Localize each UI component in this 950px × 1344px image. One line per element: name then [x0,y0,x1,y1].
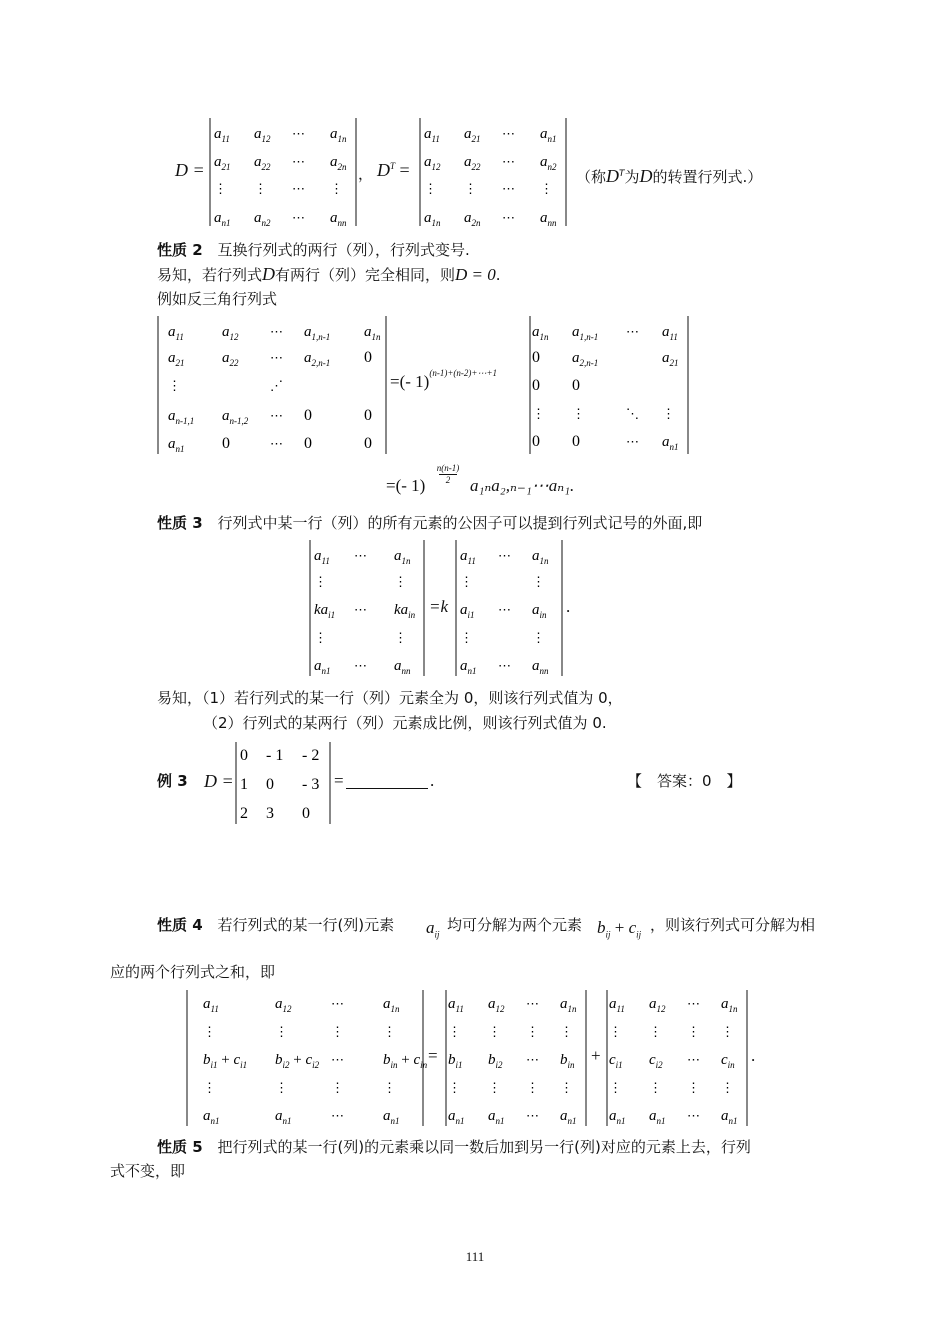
det-entry: $b_{i2} + c_{i2}$ [275,1052,320,1070]
property-4-end: ，则该行列式可分解为相 [650,916,816,934]
det-entry: $a_{12}$ [488,996,505,1014]
det-entry: ⋯ [270,350,283,365]
det-entry: 0 [266,776,274,793]
det-entry: ⋮ [488,1024,501,1039]
prop3-corollary-2: （2）行列式的某两行（列）元素成比例，则该行列式值为 0. [203,714,607,732]
det-entry: $a_{n1}$ [662,434,679,452]
property-4-mid: 均可分解为两个元素 [447,916,583,934]
det-entry: $a_{1n}$ [330,126,347,144]
example-3-dot: . [430,771,435,790]
det-entry: $ka_{in}$ [394,602,416,620]
det-entry: ⋮ [609,1080,622,1095]
det-entry: ⋮ [424,181,437,196]
det-entry: $a_{2n}$ [464,210,481,228]
property-3: 性质 3 行列式中某一行（列）的所有元素的公因子可以提到行列式记号的外面,即 [157,514,703,532]
bij-plus-cij: $b_{ij} + c_{ij}$ [597,918,642,940]
det-entry: ⋯ [687,1052,700,1067]
det-entry: $a_{1n}$ [532,324,549,342]
det-entry: ⋮ [460,630,473,645]
det-entry: $c_{i1}$ [609,1052,623,1070]
det-entry: ⋯ [502,126,515,141]
det-entry: $a_{11}$ [662,324,678,342]
det-entry: 0 [532,433,540,450]
det-entry: $a_{1n}$ [532,548,549,566]
det-entry: $a_{12}$ [275,996,292,1014]
prop4-det-1 [185,988,428,1128]
det-entry: ⋮ [214,181,227,196]
det-entry: ⋮ [448,1024,461,1039]
det-entry: $a_{12}$ [254,126,271,144]
prop3-dot: . [566,597,571,616]
det-entry: $a_{1n}$ [364,324,381,342]
det-entry: ⋯ [526,1108,539,1123]
det-entry: ⋯ [292,210,305,225]
det-entry: $a_{n1}$ [460,658,477,676]
det-entry: ⋮ [394,574,407,589]
property-5: 性质 5 把行列式的某一行(列)的元素乘以同一数后加到另一行(列)对应的元素上去，行列 [157,1138,751,1156]
det-entry: $a_{11}$ [448,996,464,1014]
det-entry: ⋮ [275,1080,288,1095]
det-entry: ⋮ [540,181,553,196]
prop4-eq: = [428,1046,438,1065]
det-entry: $a_{12}$ [424,154,441,172]
det-entry: ⋯ [354,658,367,673]
det-entry: $a_{n1}$ [275,1108,292,1126]
det-entry: $a_{n1}$ [560,1108,577,1126]
page-number: 111 [465,1249,485,1264]
det-entry: ⋯ [331,996,344,1011]
det-entry: ⋰ [270,378,283,393]
det-entry: $a_{22}$ [222,350,239,368]
prop4-det-3 [605,988,749,1128]
det-entry: $a_{n2}$ [254,210,271,228]
det-entry: ⋮ [330,181,343,196]
det-entry: ⋱ [626,406,639,421]
property-2-corollary: 易知，若行列式D有两行（列）完全相同，则D = 0. [157,264,501,284]
det-entry: ⋮ [275,1024,288,1039]
det-entry: ⋮ [448,1080,461,1095]
transpose-note: （称$D^T$为D的转置行列式.） [576,166,763,186]
det-entry: ⋮ [649,1024,662,1039]
det-entry: $b_{i1} + c_{i1}$ [203,1052,248,1070]
det-entry: ⋮ [314,630,327,645]
det-entry: ⋯ [331,1052,344,1067]
property-5-cont: 式不变，即 [110,1162,186,1180]
det-entry: $a_{12}$ [222,324,239,342]
det-entry: ⋮ [488,1080,501,1095]
det-entry: $a_{1,n-1}$ [572,324,599,342]
det-entry: $a_{21}$ [464,126,481,144]
det-entry: ⋮ [560,1080,573,1095]
det-entry: ⋮ [331,1024,344,1039]
det-entry: $a_{11}$ [203,996,219,1014]
det-entry: ⋮ [383,1024,396,1039]
det-entry: ⋯ [354,548,367,563]
det-entry: $a_{21}$ [168,350,185,368]
eq2-rhs: a₁ₙa₂,ₙ₋₁⋯aₙ₁. [470,476,575,495]
det-entry: ⋯ [526,1052,539,1067]
det-entry: $a_{11}$ [314,548,330,566]
det-entry: $a_{11}$ [460,548,476,566]
det-entry: 0 [532,377,540,394]
det-entry: $a_{nn}$ [532,658,549,676]
det-entry: ⋯ [526,996,539,1011]
example-3-det [234,740,332,826]
det-entry: ⋮ [687,1080,700,1095]
det-entry: $a_{i1}$ [460,602,475,620]
comma-sep: ， [358,165,374,183]
det-entry: ⋯ [687,1108,700,1123]
det-entry: $c_{in}$ [721,1052,735,1070]
det-entry: ⋮ [254,181,267,196]
det-entry: ⋯ [502,181,515,196]
det-entry: $a_{n-1,1}$ [168,408,195,426]
det-entry: $a_{nn}$ [330,210,347,228]
det-entry: 0 [532,349,540,366]
det-entry: ⋮ [314,574,327,589]
det-entry: $c_{i2}$ [649,1052,663,1070]
det-entry: $a_{1n}$ [383,996,400,1014]
det-entry: $b_{in} + c_{in}$ [383,1052,428,1070]
det-entry: ⋮ [662,406,675,421]
det-entry: 0 [304,435,312,452]
det-entry: $a_{n1}$ [203,1108,220,1126]
det-entry: - 3 [302,776,320,793]
det-entry: $a_{22}$ [464,154,481,172]
det-entry: $a_{n1}$ [649,1108,666,1126]
det-entry: ⋯ [270,324,283,339]
matrix-dt [418,116,568,228]
det-entry: ⋯ [502,154,515,169]
prop3-left-det [308,538,426,678]
det-entry: ⋮ [609,1024,622,1039]
det-entry: $a_{n2}$ [540,154,557,172]
det-entry: $a_{n1}$ [214,210,231,228]
property-2: 性质 2 互换行列式的两行（列），行列式变号. [157,241,470,259]
det-entry: $a_{n1}$ [168,436,185,454]
det-entry: $a_{2,n-1}$ [304,350,331,368]
det-entry: $a_{1n}$ [424,210,441,228]
det-entry: - 1 [266,747,284,764]
det-entry: ⋯ [292,181,305,196]
property-4-cont: 应的两个行列式之和，即 [110,963,276,981]
d-lhs: D = [175,160,205,180]
det-entry: ⋯ [292,126,305,141]
det-entry: ⋮ [649,1080,662,1095]
prop3-right-det [454,538,564,678]
anti-triangular-right [528,314,690,456]
det-entry: 2 [240,805,248,822]
det-entry: $a_{n1}$ [540,126,557,144]
det-entry: 1 [240,776,248,793]
det-entry: $a_{2,n-1}$ [572,350,599,368]
det-entry: ⋮ [560,1024,573,1039]
det-entry: $a_{11}$ [424,126,440,144]
det-entry: ⋯ [270,408,283,423]
det-entry: $a_{21}$ [214,154,231,172]
det-entry: $a_{1n}$ [394,548,411,566]
det-entry: ⋮ [532,630,545,645]
example-intro: 例如反三角行列式 [157,290,278,308]
det-entry: $a_{n1}$ [383,1108,400,1126]
det-entry: $a_{in}$ [532,602,547,620]
det-entry: 0 [302,805,310,822]
det-entry: 0 [364,349,372,366]
det-entry: $a_{22}$ [254,154,271,172]
det-entry: ⋮ [394,630,407,645]
det-entry: $ka_{i1}$ [314,602,336,620]
det-entry: $a_{12}$ [649,996,666,1014]
det-entry: ⋮ [532,574,545,589]
det-entry: ⋯ [626,324,639,339]
det-entry: ⋮ [526,1080,539,1095]
aij-symbol: $a_{ij}$ [426,918,440,940]
det-entry: 3 [266,805,274,822]
det-entry: ⋯ [498,602,511,617]
matrix-d [208,116,358,228]
det-entry: $b_{in}$ [560,1052,575,1070]
det-entry: ⋮ [168,378,181,393]
det-entry: $a_{n1}$ [448,1108,465,1126]
det-entry: $a_{n1}$ [488,1108,505,1126]
det-entry: 0 [364,435,372,452]
det-entry: ⋯ [498,548,511,563]
det-entry: $a_{21}$ [662,350,679,368]
det-entry: 0 [364,407,372,424]
det-entry: $a_{11}$ [214,126,230,144]
property-4: 性质 4 若行列式的某一行(列)元素 [157,916,395,934]
det-entry: $a_{n1}$ [721,1108,738,1126]
det-entry: ⋮ [203,1024,216,1039]
example-3-answer: 【 答案：0 】 [627,772,742,790]
det-entry: $a_{n1}$ [314,658,331,676]
det-entry: ⋮ [203,1080,216,1095]
det-entry: ⋮ [721,1024,734,1039]
det-entry: ⋯ [292,154,305,169]
det-entry: 0 [304,407,312,424]
det-entry: 0 [240,747,248,764]
prop3-eq-k: =k [429,597,449,616]
prop3-corollary-1: 易知，（1）若行列式的某一行（列）元素全为 0，则该行列式值为 0， [157,689,623,707]
det-entry: ⋮ [464,181,477,196]
det-entry: ⋮ [572,406,585,421]
det-entry: $a_{1n}$ [560,996,577,1014]
det-entry: ⋮ [721,1080,734,1095]
det-entry: $a_{11}$ [609,996,625,1014]
det-entry: ⋯ [626,434,639,449]
det-entry: ⋯ [498,658,511,673]
anti-triangular-left [156,314,388,456]
det-entry: - 2 [302,747,320,764]
prop4-plus: + [591,1046,601,1065]
dt-lhs: $D^T$ = [377,160,410,180]
det-entry: $b_{i1}$ [448,1052,463,1070]
prop4-det-2 [444,988,588,1128]
det-entry: $a_{n-1,2}$ [222,408,249,426]
det-entry: ⋮ [383,1080,396,1095]
anti-triangular-eq2: =(- 1) [386,476,426,495]
example-3-lhs: D = [204,771,234,791]
det-entry: $a_{11}$ [168,324,184,342]
example-3-eq: = [334,771,344,790]
example-3-label: 例 3 [157,772,188,790]
det-entry: $a_{1n}$ [721,996,738,1014]
det-entry: 0 [222,435,230,452]
det-entry: ⋯ [331,1108,344,1123]
det-entry: $a_{1,n-1}$ [304,324,331,342]
anti-triangular-eq1: =(- 1)$^{(n-1)+(n-2)+\cdots+1}$ [390,368,498,391]
det-entry: ⋮ [687,1024,700,1039]
det-entry: ⋯ [270,436,283,451]
det-entry: ⋯ [502,210,515,225]
answer-blank[interactable] [346,788,428,789]
det-entry: ⋮ [532,406,545,421]
det-entry: ⋮ [460,574,473,589]
det-entry: ⋯ [354,602,367,617]
prop4-dot: . [751,1046,756,1065]
det-entry: $b_{i2}$ [488,1052,503,1070]
det-entry: $a_{nn}$ [540,210,557,228]
det-entry: ⋮ [331,1080,344,1095]
det-entry: 0 [572,433,580,450]
det-entry: ⋯ [687,996,700,1011]
det-entry: $a_{nn}$ [394,658,411,676]
det-entry: ⋮ [526,1024,539,1039]
det-entry: $a_{n1}$ [609,1108,626,1126]
eq2-exponent: n(n-1) 2 [436,463,460,485]
det-entry: $a_{2n}$ [330,154,347,172]
det-entry: 0 [572,377,580,394]
